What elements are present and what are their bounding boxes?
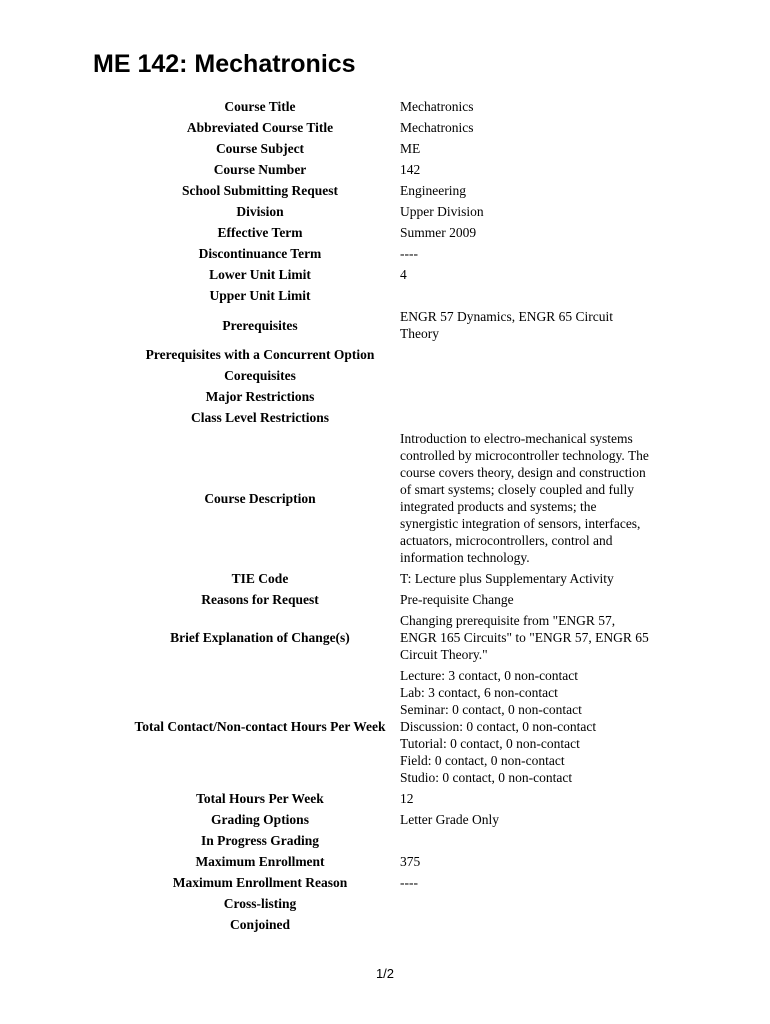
field-row-prerequisites [120,306,710,344]
field-value: ME [400,141,421,156]
page-title: ME 142: Mechatronics [93,50,356,78]
field-label: Discontinuance Term [198,246,322,261]
field-value: Introduction to electro-mechanical systems controlled by microcontroller technology. The course covers theory, design and construction of smart systems; closely coupled and fully integrated products and systems; the synergistic integration of sensors, interfaces, actuators, microcontrollers, control and information technology. [400,431,649,565]
field-row-class-level-restrictions [120,407,710,428]
page-number: 1/2 [375,966,395,981]
field-value: Mechatronics [400,120,474,135]
field-value: 12 [400,791,414,806]
field-label: Total Hours Per Week [196,791,324,806]
field-label: School Submitting Request [181,183,339,198]
field-value: Letter Grade Only [400,812,499,827]
field-row-maximum-enrollment [120,851,710,872]
field-value: Mechatronics [400,99,474,114]
field-label: Conjoined [229,917,290,932]
field-value: Lecture: 3 contact, 0 non-contact Lab: 3 contact, 6 non-contact Seminar: 0 contact, 0 non-contact Discussion: 0 contact, 0 non-contact Tutorial: 0 contact, 0 non-contact Field: 0 contact, 0 non-contact Studio: 0 contact, 0 non-contact [400,668,597,785]
field-row-in-progress-grading [120,830,710,851]
field-row-school-submitting-request [120,180,710,201]
field-row-conjoined [120,914,710,935]
field-row-contact-hours [120,665,710,788]
field-row-course-title [120,96,710,117]
field-row-grading-options [120,809,710,830]
field-label: Grading Options [211,812,309,827]
field-row-division [120,201,710,222]
field-label: Prerequisites [222,317,298,333]
field-row-major-restrictions [120,386,710,407]
field-label: TIE Code [231,571,289,586]
field-value [400,386,710,407]
field-value: 142 [400,162,421,177]
field-label: Course Number [213,162,307,177]
field-label: Course Title [224,99,296,114]
field-label: Class Level Restrictions [191,410,329,425]
field-row-course-description [120,428,710,568]
field-value: Pre-requisite Change [400,592,514,607]
field-row-upper-unit-limit [120,285,710,306]
field-label: Reasons for Request [201,592,319,607]
field-label: Upper Unit Limit [209,288,311,303]
field-value [400,344,710,365]
field-value: ENGR 57 Dynamics, ENGR 65 Circuit Theory [400,309,613,341]
field-label: Course Subject [215,141,305,156]
field-value: T: Lecture plus Supplementary Activity [400,571,614,586]
field-row-brief-explanation [120,610,710,665]
field-value: ---- [400,875,418,890]
field-value [400,914,710,935]
field-row-total-hours [120,788,710,809]
field-label: Division [236,204,284,219]
field-label: Prerequisites with a Concurrent Option [145,347,375,362]
field-row-effective-term [120,222,710,243]
field-row-maximum-enrollment-reason [120,872,710,893]
field-label: Effective Term [217,225,303,240]
field-label: Abbreviated Course Title [186,120,334,135]
field-value: Summer 2009 [400,225,477,240]
field-label: Total Contact/Non-contact Hours Per Week [134,719,386,734]
field-row-course-number [120,159,710,180]
field-value [400,365,710,386]
field-row-course-subject [120,138,710,159]
field-value: Upper Division [400,204,484,219]
field-value [400,830,710,851]
field-value: Changing prerequisite from "ENGR 57, ENGR 165 Circuits" to "ENGR 57, ENGR 65 Circuit Theory." [400,613,649,662]
field-value: 375 [400,854,421,869]
field-label: Course Description [204,490,316,506]
field-label: Maximum Enrollment Reason [172,875,348,890]
field-row-discontinuance-term [120,243,710,264]
field-value: ---- [400,246,418,261]
field-row-reasons-for-request [120,589,710,610]
field-value [400,285,710,306]
field-row-abbreviated-course-title [120,117,710,138]
field-label: Cross-listing [223,896,297,911]
field-value: Engineering [400,183,466,198]
field-value: 4 [400,267,407,282]
field-value [400,407,710,428]
field-label: In Progress Grading [200,833,319,848]
field-row-lower-unit-limit [120,264,710,285]
field-label: Corequisites [224,368,296,383]
field-label: Maximum Enrollment [195,854,325,869]
field-label: Lower Unit Limit [209,267,311,282]
field-row-tie-code [120,568,710,589]
field-value [400,893,710,914]
field-label: Brief Explanation of Change(s) [170,630,350,645]
field-label: Major Restrictions [205,389,315,404]
field-row-prerequisites-concurrent [120,344,710,365]
field-row-cross-listing [120,893,710,914]
field-row-corequisites [120,365,710,386]
course-info-table [120,96,710,935]
